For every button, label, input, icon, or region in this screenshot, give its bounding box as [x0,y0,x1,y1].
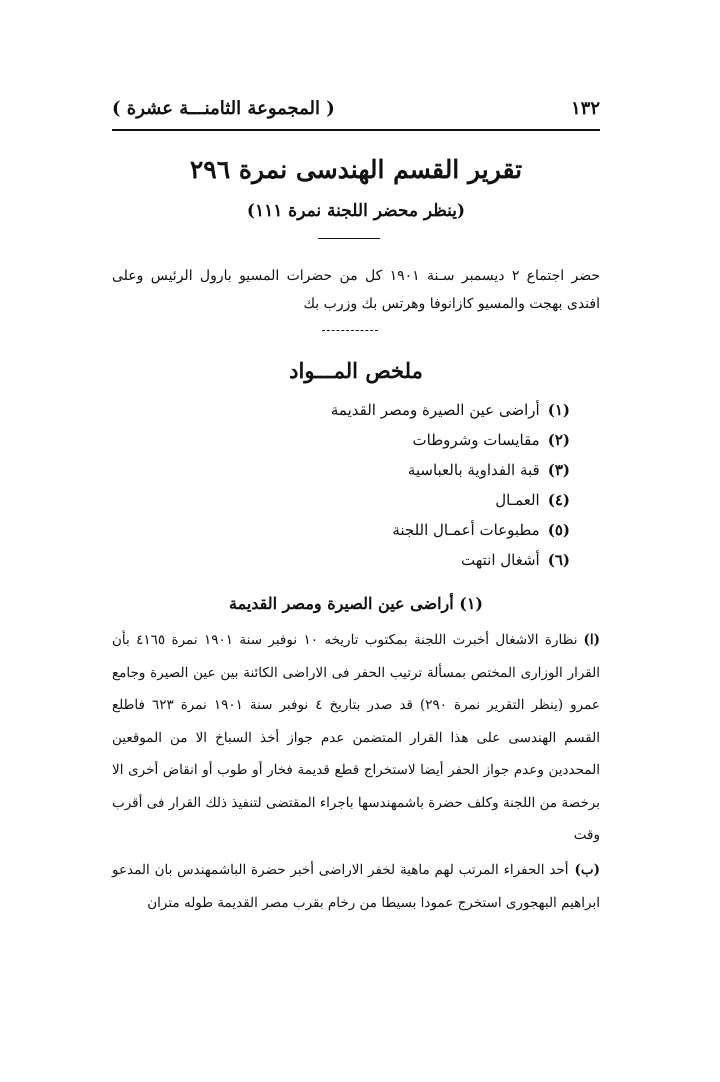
attendance-divider [322,330,378,331]
paragraph-b [112,854,600,919]
agenda-item-number: (١) [547,401,570,419]
agenda-item-text: قبة الفداوية بالعباسية [407,461,540,479]
agenda-item [240,425,570,455]
agenda-item-number: (٥) [547,521,570,539]
paragraph-a-marker: (ا) [583,632,600,648]
collection-label: ( المجموعة الثامنـــة عشرة ) [112,97,335,119]
agenda-item [240,545,570,575]
agenda-item-number: (٣) [547,461,570,479]
agenda-item-number: (٢) [547,431,570,449]
agenda-item-number: (٤) [547,491,570,509]
agenda-item-text: مقايسات وشروطات [412,431,540,449]
agenda-item-text: أراضى عين الصيرة ومصر القديمة [330,401,540,419]
paragraph-b-marker: (ب) [574,862,600,878]
agenda-item-text: أشغال انتهت [460,551,540,569]
summary-title: ملخص المـــواد [289,358,423,383]
agenda-item [240,485,570,515]
page-header [112,88,600,128]
agenda-item-number: (٦) [547,551,570,569]
paragraph-a-text: نظارة الاشغال أخبرت اللجنة بمكتوب تاريخه ١٠ نوفبر سنة ١٩٠١ نمرة ٤١٦٥ بأن القرار الوزارى المختص بمسألة ترتيب الحفر فى الاراضى الكائنة بين عين الصيرة وجامع عمرو (ينظر التقرير نمرة ٢٩٠) قد صدر بتاريخ ٤ نوفبر سنة ١٩٠١ نمرة ٦٢٣ فاطلع القسم الهندسى على هذا القرار المتضمن عدم جواز أخذ السباخ الا من الموقعين المحددين وعدم جواز الحفر أيضا لاستخراج قطع قديمة فخار أو طوب أو انقاض أخرى الا برخصة من اللجنة وكلف حضرة باشمهندسها باجراء المقتضى لتنفيذ ذلك القرار فى أقرب وقت [112,632,600,843]
agenda-list [240,395,570,575]
agenda-item [240,515,570,545]
agenda-item [240,395,570,425]
section-heading: (١) أراضى عين الصيرة ومصر القديمة [228,594,483,613]
agenda-item-text: العمـال [495,491,540,509]
page-number: ١٣٢ [570,97,600,119]
report-title: تقرير القسم الهندسى نمرة ٢٩٦ [189,155,523,184]
header-rule [112,129,600,131]
attendance-paragraph: حضر اجتماع ٢ ديسمبر سـنة ١٩٠١ كل من حضرات المسيو بارول الرئيس وعلى افندى بهجت والمسيو كازانوفا وهرتس بك وزرب بك [112,268,600,312]
report-subtitle: (ينظر محضر اللجنة نمرة ١١١) [246,201,466,221]
agenda-item-text: مطبوعات أعمـال اللجنة [392,521,540,539]
paragraph-a [112,624,600,852]
paragraph-b-text: أحد الحفراء المرتب لهم ماهية لخفر الاراضى أخبر حضرة الباشمهندس بان المدعو ابراهيم البهجورى استخرج عمودا بسيطا من رخام بقرب مصر القديمة طوله متران [112,862,600,911]
title-divider [318,238,380,239]
agenda-item [240,455,570,485]
